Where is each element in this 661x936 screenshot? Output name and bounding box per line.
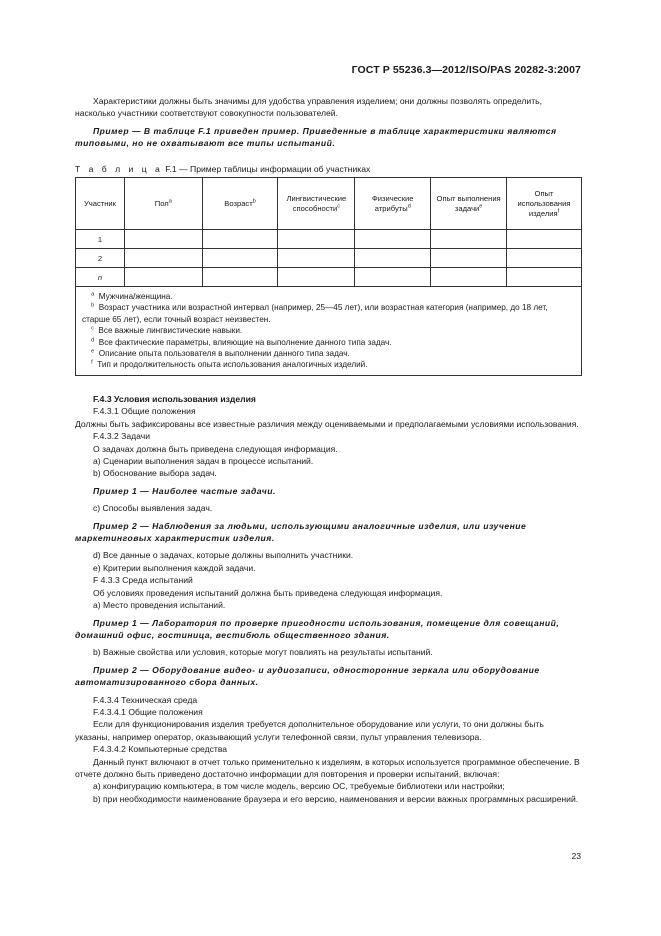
- intro-example: Пример — В таблице F.1 приведен пример. Приведенные в таблице характеристики являются типовыми, но не охватывают все типы испытаний.: [75, 125, 557, 149]
- paragraph: Об условиях проведения испытаний должна быть приведена следующая информация.: [93, 587, 443, 598]
- paragraph: Данный пункт включают в отчет только применительно к изделиям, в которых используется программное обеспечение. В отчете должно быть приведено достаточно информации для повторения и проверки испытаний, включая:: [75, 756, 580, 779]
- table-note: $^c$ Все важные лингвистические навыки.: [91, 325, 243, 336]
- intro-section: [75, 95, 581, 150]
- example: Пример 2 — Оборудование видео- и аудиозаписи, односторонние зеркала или оборудование автоматизированного сбора данных.: [75, 664, 540, 688]
- table-row: [76, 230, 582, 249]
- document-header: ГОСТ Р 55236.3—2012/ISO/PAS 20282-3:2007: [351, 64, 581, 76]
- body-section: [75, 393, 581, 805]
- row-number: 2: [76, 249, 125, 268]
- header-product-experience: Опыт использования изделия$^f$: [507, 178, 582, 230]
- subsection-heading: F.4.3.4 Техническая среда: [93, 694, 198, 705]
- list-item: е) Критерии выполнения каждой задачи.: [93, 562, 256, 573]
- list-item: b) Важные свойства или условия, которые могут повлиять на результаты испытаний.: [93, 647, 433, 658]
- table-note: $^b$ Возраст участника или возрастной интервал (например, 25—45 лет), или возрастная категория (например, до 18 лет, старше 65 лет), если точный возраст неизвестен.: [82, 302, 548, 324]
- example: Пример 1 — Наиболее частые задачи.: [93, 485, 276, 496]
- subsection-heading: F 4.3.3 Среда испытаний: [93, 575, 193, 586]
- row-number: n: [76, 268, 125, 287]
- table-note: $^d$ Все фактические параметры, влияющие на выполнение данного типа задач.: [91, 336, 392, 347]
- header-sex: Пол$^a$: [124, 178, 202, 230]
- paragraph: Если для функционирования изделия требуется дополнительное оборудование или услуги, то они должны быть указаны, например оператор, оказывающий услуги телефонной связи, пульт управления телевизора.: [75, 719, 544, 742]
- subsection-heading: F.4.3.1 Общие положения: [93, 406, 196, 417]
- header-physical: Физические атрибуты$^d$: [355, 178, 431, 230]
- table-notes: [76, 287, 582, 376]
- list-item: b) при необходимости наименование браузера и его версию, наименования и версии важных программных расширений.: [93, 793, 579, 804]
- subsection-heading: F.4.3.2 Задачи: [93, 431, 151, 442]
- header-linguistic: Лингвистические способности$^c$: [278, 178, 355, 230]
- subsection-heading: F.4.3.4.2 Компьютерные средства: [93, 744, 228, 755]
- list-item: с) Способы выявления задач.: [93, 503, 213, 514]
- table-caption-text: F.1 — Пример таблицы информации об участниках: [165, 164, 371, 174]
- table-caption-prefix: Т а б л и ц а: [75, 164, 163, 174]
- paragraph: О задачах должна быть приведена следующая информация.: [93, 443, 338, 454]
- row-number: 1: [76, 230, 125, 249]
- example: Пример 2 — Наблюдения за людьми, использующими аналогичные изделия, или изучение маркетинговых характеристик изделия.: [75, 520, 527, 544]
- section-heading: F.4.3 Условия использования изделия: [93, 394, 256, 404]
- table-header-row: [76, 178, 582, 230]
- table-row: [76, 268, 582, 287]
- header-participant: Участник: [76, 178, 125, 230]
- paragraph: Должны быть зафиксированы все известные различия между оцениваемыми и предполагаемыми условиями использования.: [75, 418, 579, 429]
- table-note: $^a$ Мужчина/женщина.: [91, 291, 173, 301]
- table-note: $^e$ Описание опыта пользователя в выполнении данного типа задач.: [91, 348, 350, 359]
- list-item: а) Сценарии выполнения задач в процессе испытаний.: [93, 456, 314, 467]
- table-notes-row: [76, 287, 582, 376]
- subsection-heading: F.4.3.4.1 Общие положения: [93, 706, 203, 717]
- intro-paragraph: Характеристики должны быть значимы для удобства управления изделием; они должны позволять определить, насколько участники соответствуют совокупности пользователей.: [75, 96, 543, 119]
- list-item: d) Все данные о задачах, которые должны выполнить участники.: [93, 550, 354, 561]
- list-item: а) Место проведения испытаний.: [93, 600, 226, 611]
- table-row: [76, 249, 582, 268]
- table-caption: [75, 164, 370, 174]
- page-number: 23: [571, 851, 581, 861]
- participants-table: [75, 177, 582, 376]
- header-task-experience: Опыт выполнения задачи$^e$: [431, 178, 507, 230]
- list-item: а) конфигурацию компьютера, в том числе модель, версию ОС, требуемые библиотеки или настройки;: [93, 781, 505, 792]
- header-age: Возраст$^b$: [202, 178, 278, 230]
- example: Пример 1 — Лаборатория по проверке пригодности использования, помещение для совещаний, домашний офис, гостиница, вестибюль общественного здания.: [75, 617, 560, 640]
- table-note: $^f$ Тип и продолжительность опыта использования аналогичных изделий.: [91, 359, 368, 370]
- list-item: b) Обоснование выбора задач.: [93, 468, 217, 479]
